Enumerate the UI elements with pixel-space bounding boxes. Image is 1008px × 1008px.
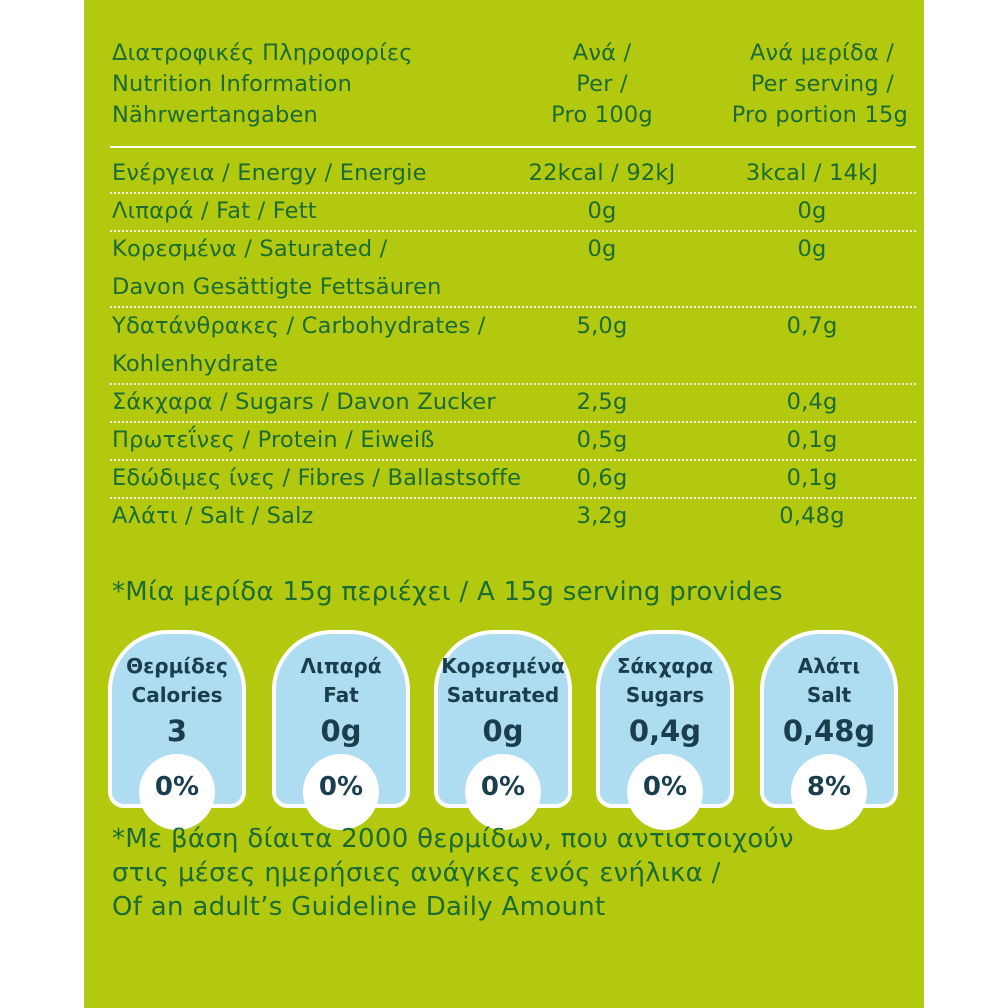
badge-label-gr: Θερμίδες: [126, 654, 228, 678]
row-carbs-per100: 5,0g: [576, 313, 628, 339]
badge-calories: [108, 630, 246, 808]
header-per100-en: Per /: [576, 71, 628, 97]
badge-label-en: Calories: [131, 683, 223, 707]
row-divider: [110, 306, 916, 308]
row-sugars-label: Σάκχαρα / Sugars / Davon Zucker: [112, 389, 496, 415]
header-divider: [110, 146, 916, 148]
row-saturated-per100: 0g: [587, 236, 617, 262]
badge-label-gr: Λιπαρά: [300, 654, 382, 678]
row-salt-label: Αλάτι / Salt / Salz: [112, 503, 314, 529]
header-label-gr: Διατροφικές Πληροφορίες: [112, 40, 413, 66]
row-sugars-per100: 2,5g: [576, 389, 628, 415]
badge-label-gr: Κορεσμένα: [441, 654, 565, 678]
badge-percent: 8%: [806, 772, 852, 802]
header-per100-gr: Ανά /: [572, 40, 632, 66]
header-serving-gr: Ανά μερίδα /: [749, 40, 894, 66]
row-protein-serving: 0,1g: [786, 427, 838, 453]
header-label-en: Nutrition Information: [112, 71, 353, 97]
row-fibres-serving: 0,1g: [786, 465, 838, 491]
row-divider: [110, 192, 916, 194]
row-energy-per100: 22kcal / 92kJ: [528, 160, 676, 186]
row-energy-serving: 3kcal / 14kJ: [745, 160, 879, 186]
badge-sugars: [596, 630, 734, 808]
row-fibres-per100: 0,6g: [576, 465, 628, 491]
row-protein-per100: 0,5g: [576, 427, 628, 453]
badge-salt: [760, 630, 898, 808]
badge-percent: 0%: [480, 772, 526, 802]
row-energy-label: Ενέργεια / Energy / Energie: [112, 160, 427, 186]
header-per100-de: Pro 100g: [551, 102, 653, 128]
badge-label-en: Fat: [323, 683, 359, 707]
header-serving-en: Per serving /: [750, 71, 894, 97]
row-fat-per100: 0g: [587, 198, 617, 224]
badge-label-gr: Σάκχαρα: [616, 654, 714, 678]
row-fat-serving: 0g: [797, 198, 827, 224]
header-serving-de: Pro portion 15g: [731, 102, 908, 128]
footnote-line-3: Of an adult’s Guideline Daily Amount: [112, 892, 606, 922]
badge-value: 0g: [482, 714, 524, 748]
row-divider: [110, 459, 916, 461]
row-protein-label: Πρωτεΐνες / Protein / Eiweiß: [112, 427, 435, 453]
badge-fat: [272, 630, 410, 808]
row-saturated-serving: 0g: [797, 236, 827, 262]
badge-label-gr: Αλάτι: [797, 654, 861, 678]
badge-label-en: Salt: [806, 683, 852, 707]
row-carbs-serving: 0,7g: [786, 313, 838, 339]
badge-saturated: [434, 630, 572, 808]
badge-label-en: Saturated: [446, 683, 560, 707]
row-carbs-label-2: Kohlenhydrate: [112, 351, 279, 377]
badge-value: 3: [166, 714, 188, 748]
footnote-line-1: *Με βάση δίαιτα 2000 θερμίδων, που αντιστοιχούν: [112, 824, 794, 854]
row-salt-per100: 3,2g: [576, 503, 628, 529]
badge-percent: 0%: [318, 772, 364, 802]
row-carbs-label: Υδατάνθρακες / Carbohydrates /: [112, 313, 486, 339]
serving-note: *Μία μερίδα 15g περιέχει / A 15g serving provides: [112, 577, 783, 607]
row-salt-serving: 0,48g: [779, 503, 845, 529]
row-divider: [110, 497, 916, 499]
footnote-line-2: στις μέσες ημερήσιες ανάγκες ενός ενήλικα /: [112, 858, 721, 888]
badge-label-en: Sugars: [625, 683, 705, 707]
row-divider: [110, 421, 916, 423]
badge-value: 0g: [320, 714, 362, 748]
row-saturated-label-2: Davon Gesättigte Fettsäuren: [112, 274, 442, 300]
badge-percent: 0%: [642, 772, 688, 802]
row-divider: [110, 383, 916, 385]
row-divider: [110, 230, 916, 232]
badge-percent: 0%: [154, 772, 200, 802]
row-sugars-serving: 0,4g: [786, 389, 838, 415]
badge-value: 0,4g: [628, 714, 702, 748]
header-label-de: Nährwertangaben: [112, 102, 318, 128]
row-fat-label: Λιπαρά / Fat / Fett: [112, 198, 317, 224]
badge-value: 0,48g: [782, 714, 876, 748]
row-saturated-label: Κορεσμένα / Saturated /: [112, 236, 388, 262]
row-fibres-label: Εδώδιμες ίνες / Fibres / Ballastsoffe: [112, 465, 522, 491]
